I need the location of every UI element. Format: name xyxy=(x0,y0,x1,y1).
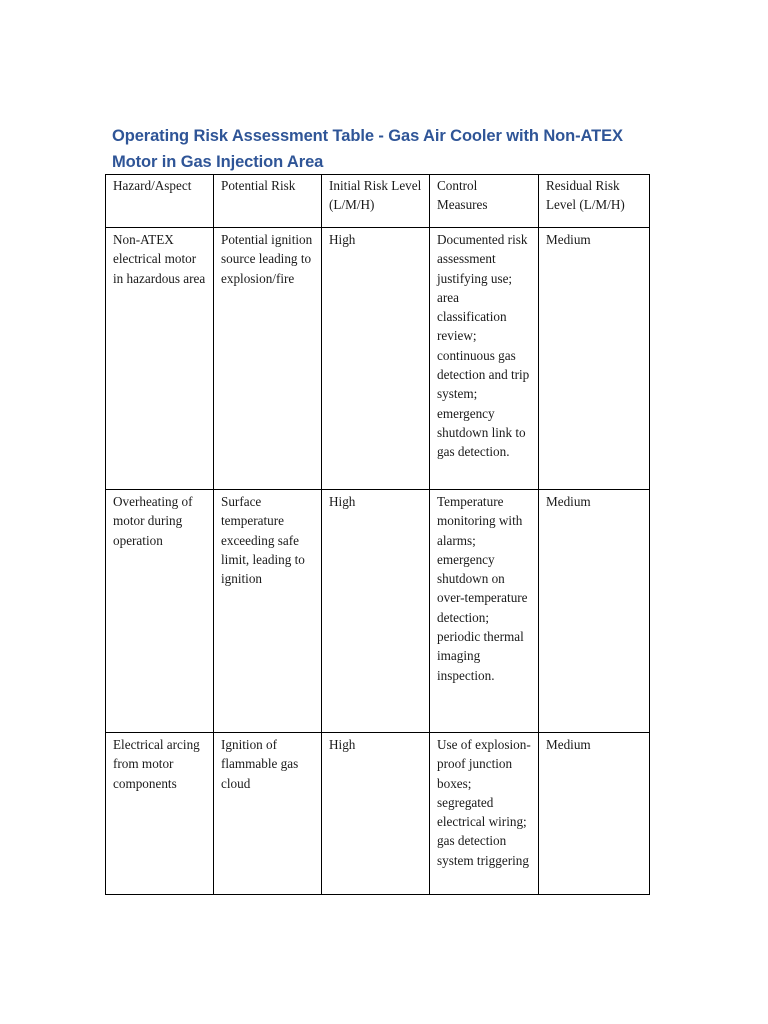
cell-potential-risk: Potential ignition source leading to explosion/fire xyxy=(214,228,322,490)
cell-hazard: Overheating of motor during operation xyxy=(106,490,214,733)
cell-initial-risk: High xyxy=(322,490,430,733)
header-residual-risk-level: Residual Risk Level (L/M/H) xyxy=(539,175,650,228)
risk-assessment-table xyxy=(105,174,650,895)
table-row xyxy=(106,228,650,490)
header-hazard-aspect: Hazard/Aspect xyxy=(106,175,214,228)
header-control-measures: Control Measures xyxy=(430,175,539,228)
table-header-row xyxy=(106,175,650,228)
document-title: Operating Risk Assessment Table - Gas Air Cooler with Non-ATEX Motor in Gas Injection Area xyxy=(112,127,623,171)
cell-hazard: Electrical arcing from motor components xyxy=(106,733,214,895)
cell-residual-risk: Medium xyxy=(539,733,650,895)
cell-residual-risk: Medium xyxy=(539,228,650,490)
cell-control-measures: Use of explosion-proof junction boxes; segregated electrical wiring; gas detection system triggering xyxy=(430,733,539,895)
cell-initial-risk: High xyxy=(322,228,430,490)
cell-control-measures: Temperature monitoring with alarms; emergency shutdown on over-temperature detection; periodic thermal imaging inspection. xyxy=(430,490,539,733)
header-potential-risk: Potential Risk xyxy=(214,175,322,228)
cell-potential-risk: Surface temperature exceeding safe limit, leading to ignition xyxy=(214,490,322,733)
table-row xyxy=(106,490,650,733)
header-initial-risk-level: Initial Risk Level (L/M/H) xyxy=(322,175,430,228)
cell-hazard: Non-ATEX electrical motor in hazardous area xyxy=(106,228,214,490)
cell-residual-risk: Medium xyxy=(539,490,650,733)
cell-initial-risk: High xyxy=(322,733,430,895)
cell-control-measures: Documented risk assessment justifying use; area classification review; continuous gas detection and trip system; emergency shutdown link to gas detection. xyxy=(430,228,539,490)
cell-potential-risk: Ignition of flammable gas cloud xyxy=(214,733,322,895)
table-row xyxy=(106,733,650,895)
